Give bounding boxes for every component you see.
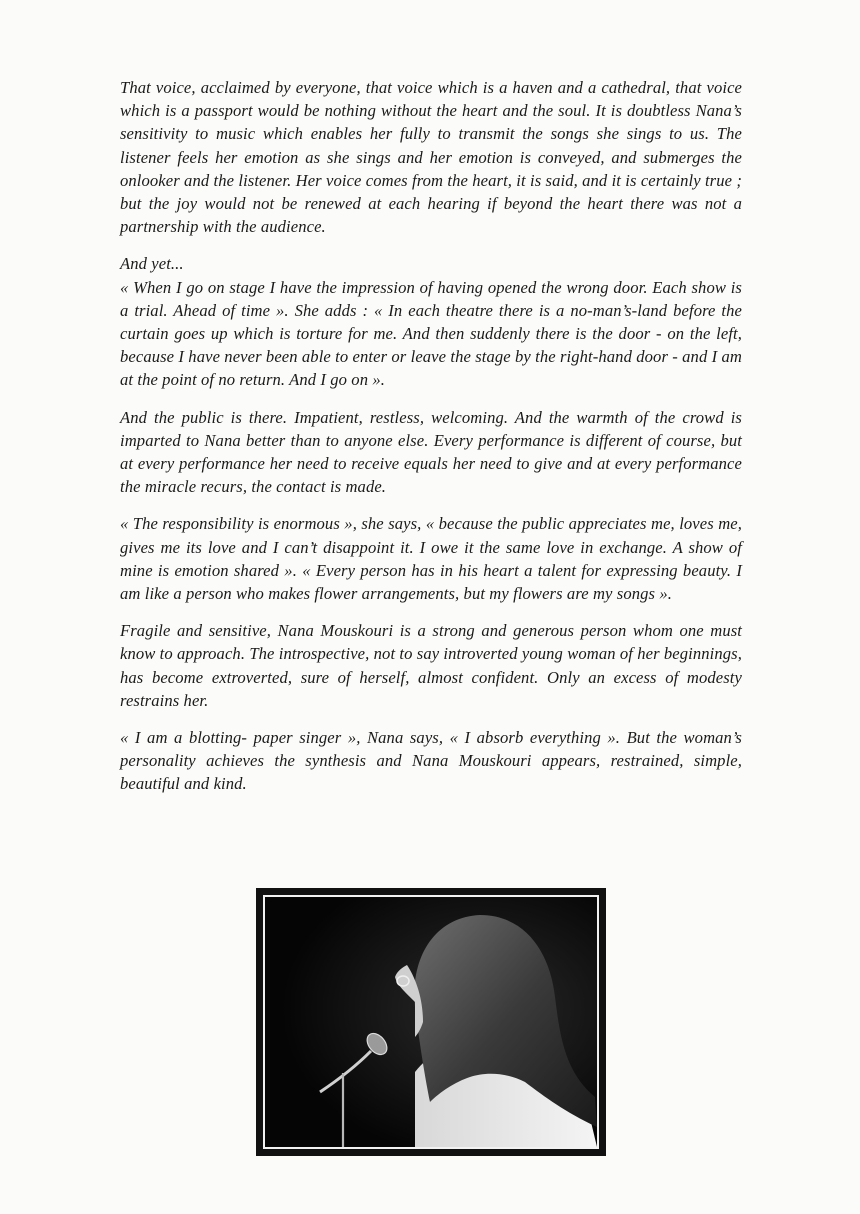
paragraph-and-yet: And yet... « When I go on stage I have the impression of having opened the wrong door. Each show is a trial. Ahead of time ». She adds : « In each theatre there is a no-man’s-land before the curtain goes up which is torture for me. And then suddenly there is the door - on the left, because I have never been able to enter or leave the stage by the right-hand door - and I am at the point of no return. And I go on ». bbox=[120, 254, 742, 390]
photo-frame bbox=[256, 888, 606, 1156]
singer-silhouette-icon bbox=[265, 897, 597, 1147]
paragraph-voice: That voice, acclaimed by everyone, that voice which is a haven and a cathedral, that voice which is a passport would be nothing without the heart and the soul. It is doubtless Nana’s sensitivity to music which enables her fully to transmit the songs she sings to us. The listener feels her emotion as she sings and her emotion is conveyed, and submerges the onlooker and the listener. Her voice comes from the heart, it is said, and it is certainly true ; but the joy would not be renewed at each hearing if beyond the heart there was not a partnership with the audience. bbox=[120, 78, 742, 237]
paragraph-blotting-paper: « I am a blotting- paper singer », Nana says, « I absorb everything ». But the woman’s personality achieves the synthesis and Nana Mouskouri appears, restrained, simple, beautiful and kind. bbox=[120, 728, 742, 794]
paragraph-responsibility: « The responsibility is enormous », she says, « because the public appreciates me, loves me, gives me its love and I can’t disappoint it. I owe it the same love in exchange. A show of mine is emotion shared ». « Every person has in his heart a talent for expressing beauty. I am like a person who makes flower arrangements, but my flowers are my songs ». bbox=[120, 514, 742, 604]
article-body bbox=[120, 76, 742, 810]
singer-photo bbox=[263, 895, 599, 1149]
paragraph-fragile: Fragile and sensitive, Nana Mouskouri is a strong and generous person whom one must know to approach. The introspective, not to say introverted young woman of her beginnings, has become extroverted, sure of herself, almost confident. Only an excess of modesty restrains her. bbox=[120, 621, 742, 710]
paragraph-public: And the public is there. Impatient, restless, welcoming. And the warmth of the crowd is imparted to Nana better than to anyone else. Every performance is different of course, but at every performance her need to receive equals her need to give and at every performance the miracle recurs, the contact is made. bbox=[120, 407, 742, 497]
